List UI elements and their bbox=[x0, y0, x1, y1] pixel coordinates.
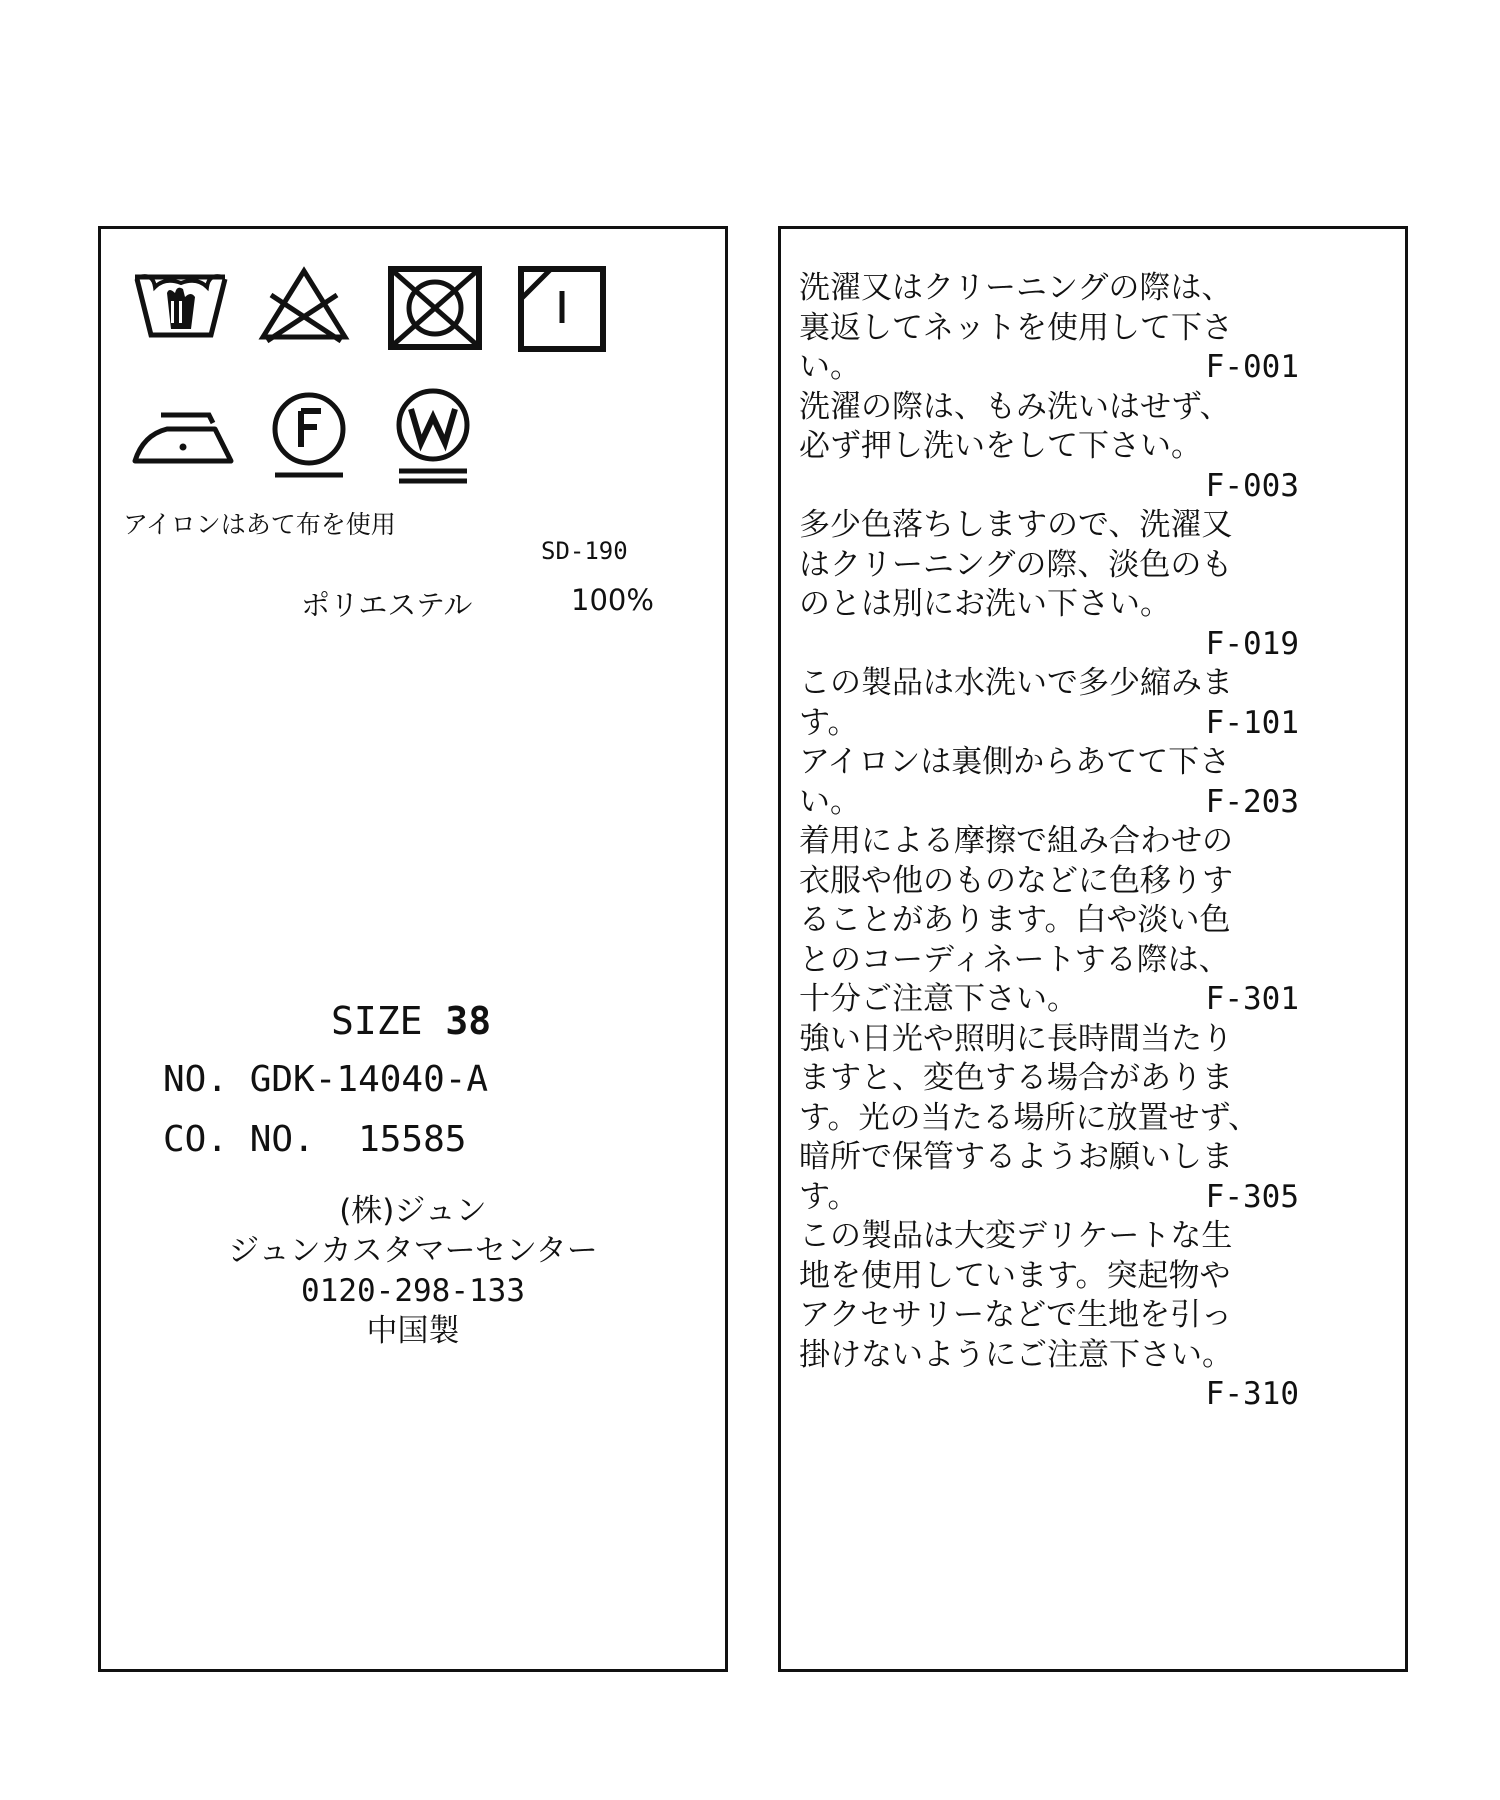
dry-clean-f-icon bbox=[267, 389, 351, 481]
care-note-line: い。 bbox=[799, 783, 861, 820]
style-code: SD-190 bbox=[541, 537, 628, 565]
care-note-last-line bbox=[799, 980, 1299, 1020]
care-note-line: アイロンは裏側からあてて下さ bbox=[799, 744, 1231, 780]
care-note-code: F-305 bbox=[1205, 1178, 1299, 1215]
wet-clean-w-icon bbox=[391, 385, 475, 485]
care-note-line: この製品は水洗いで多少縮みま bbox=[799, 665, 1233, 701]
care-note-last-line bbox=[799, 783, 1299, 823]
care-note-line: 着用による摩擦で組み合わせの bbox=[799, 823, 1233, 859]
care-note-line: 衣服や他のものなどに色移りす bbox=[799, 862, 1233, 899]
size-value: 38 bbox=[445, 999, 492, 1043]
drip-dry-shade-icon bbox=[517, 265, 607, 353]
care-note-line: アクセサリーなどで生地を引っ bbox=[799, 1297, 1233, 1333]
care-note-last-line bbox=[799, 1178, 1299, 1218]
care-note-code: F-101 bbox=[1205, 704, 1299, 741]
iron-note: アイロンはあて布を使用 bbox=[123, 510, 396, 539]
care-note-line: 必ず押し洗いをして下さい。 bbox=[799, 428, 1202, 464]
product-number: NO. GDK-14040-A bbox=[163, 1059, 489, 1100]
care-note-code: F-310 bbox=[1205, 1376, 1299, 1412]
care-note bbox=[799, 822, 1299, 1020]
care-label-right bbox=[778, 226, 1408, 1672]
care-note-line: 十分ご注意下さい。 bbox=[799, 981, 1078, 1017]
care-note-code: F-003 bbox=[1205, 467, 1299, 504]
care-note-line: ますと、変色する場合がありま bbox=[799, 1060, 1233, 1096]
care-note-code: F-301 bbox=[1205, 981, 1299, 1017]
care-note bbox=[799, 269, 1299, 388]
hand-wash-icon bbox=[131, 263, 231, 343]
care-note bbox=[799, 1020, 1299, 1218]
care-note bbox=[799, 506, 1299, 664]
no-bleach-icon bbox=[259, 265, 349, 343]
care-note bbox=[799, 664, 1299, 743]
care-note-line: 地を使用しています。突起物や bbox=[799, 1257, 1231, 1294]
care-note-last-line bbox=[799, 704, 1299, 744]
care-note-last-line bbox=[799, 348, 1299, 388]
company-name: (株)ジュン bbox=[339, 1193, 487, 1229]
size-row bbox=[331, 999, 491, 1043]
care-note-line: はクリーニングの際、淡色のも bbox=[799, 546, 1233, 583]
company-info bbox=[101, 1191, 725, 1351]
care-note-code: F-001 bbox=[1205, 349, 1299, 385]
care-note-line: のとは別にお洗い下さい。 bbox=[799, 586, 1171, 622]
iron-low-icon bbox=[131, 407, 241, 467]
care-label-left bbox=[98, 226, 728, 1672]
care-note-line: す。光の当たる場所に放置せず、 bbox=[799, 1099, 1260, 1136]
care-note-code: F-019 bbox=[1205, 625, 1299, 662]
care-note-line: 洗濯の際は、もみ洗いはせず、 bbox=[799, 388, 1231, 425]
country-of-origin: 中国製 bbox=[366, 1313, 460, 1349]
care-note-line: 裏返してネットを使用して下さ bbox=[799, 309, 1233, 346]
care-note-line: い。 bbox=[799, 349, 861, 385]
care-note-line: ることがあります。白や淡い色 bbox=[799, 902, 1231, 938]
care-note-line: 洗濯又はクリーニングの際は、 bbox=[799, 270, 1233, 306]
care-note-line: す。 bbox=[799, 1178, 859, 1215]
company-number: CO. NO. 15585 bbox=[163, 1119, 467, 1160]
care-note bbox=[799, 388, 1299, 507]
no-tumble-dry-icon bbox=[387, 265, 483, 351]
care-note-line: 暗所で保管するようお願いしま bbox=[799, 1139, 1233, 1175]
care-note-line: この製品は大変デリケートな生 bbox=[799, 1218, 1233, 1254]
phone-number: 0120-298-133 bbox=[301, 1273, 525, 1309]
size-label: SIZE bbox=[331, 999, 423, 1043]
care-note bbox=[799, 1217, 1299, 1415]
care-note bbox=[799, 743, 1299, 822]
care-notes-list bbox=[799, 269, 1299, 1415]
care-note-code: F-203 bbox=[1205, 783, 1299, 820]
care-note-line: 多少色落ちしますので、洗濯又 bbox=[799, 507, 1233, 543]
material-name: ポリエステル bbox=[301, 588, 473, 622]
care-note-line: 強い日光や照明に長時間当たり bbox=[799, 1020, 1233, 1057]
customer-center: ジュンカスタマーセンター bbox=[228, 1233, 598, 1269]
care-note-line: す。 bbox=[799, 704, 859, 741]
care-note-line: 掛けないようにご注意下さい。 bbox=[799, 1336, 1233, 1373]
care-note-line: とのコーディネートする際は、 bbox=[799, 941, 1230, 978]
material-percent: 100% bbox=[571, 583, 654, 617]
